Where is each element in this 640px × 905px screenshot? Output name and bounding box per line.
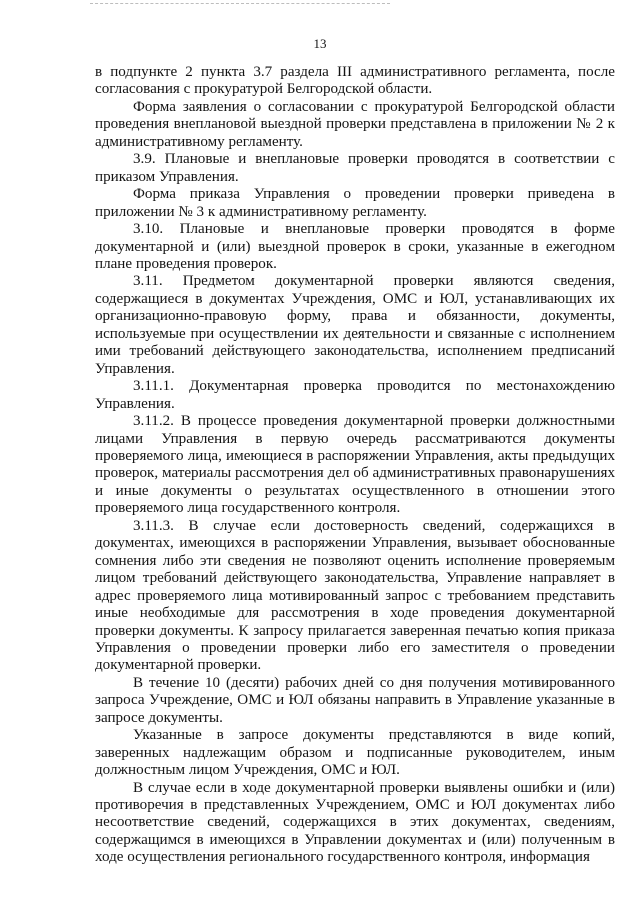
paragraph-certified-copies: Указанные в запросе документы представляются в виде копий, заверенных надлежащим образом и подписанные руководителем, иным должностным лицом Учреждения, ОМС и ЮЛ. (95, 727, 615, 779)
paragraph-3-11-2: 3.11.2. В процессе проведения документарной проверки должностными лицами Управления в первую очередь рассматриваются документы проверяемого лица, имеющиеся в распоряжении Управления, акты предыдущих проверок, материалы рассмотрения дел об административных правонарушениях и иные документы о результатах осуществленного в отношении этого проверяемого лица государственного контроля. (95, 413, 615, 517)
paragraph-3-10: 3.10. Плановые и внеплановые проверки проводятся в форме документарной и (или) выездной проверок в сроки, указанные в ежегодном плане проведения проверок. (95, 221, 615, 272)
paragraph-3-11: 3.11. Предметом документарной проверки являются сведения, содержащиеся в документах Учреждения, ОМС и ЮЛ, устанавливающих их организационно-правовую форму, права и обязанности, документы, используемые при осуществлении их деятельности и связанные с исполнением ими требований действующего законодательства, исполнением предписаний Управления. (95, 273, 615, 377)
document-body (95, 64, 615, 867)
paragraph-3-9: 3.9. Плановые и внеплановые проверки проводятся в соответствии с приказом Управления. (95, 151, 615, 185)
paragraph-application-form: Форма заявления о согласовании с прокуратурой Белгородской области проведения внеплановой выездной проверки представлена в приложении № 2 к административному регламенту. (95, 98, 615, 150)
paragraph-3-11-1: 3.11.1. Документарная проверка проводится по местонахождению Управления. (95, 378, 615, 412)
paragraph-continuation: в подпункте 2 пункта 3.7 раздела III административного регламента, после согласования с прокуратурой Белгородской области. (95, 64, 615, 98)
scan-edge-line (90, 3, 390, 4)
page-number: 13 (313, 36, 327, 51)
paragraph-ten-days: В течение 10 (десяти) рабочих дней со дня получения мотивированного запроса Учреждение, ОМС и ЮЛ обязаны направить в Управление указанные в запросе документы. (95, 674, 615, 726)
paragraph-errors-found: В случае если в ходе документарной проверки выявлены ошибки и (или) противоречия в представленных Учреждением, ОМС и ЮЛ документах либо несоответствие сведений, содержащихся в этих документах, сведениям, содержащимся в имеющихся в Управлении документах и (или) полученным в ходе осуществления регионального государственного контроля, информация (95, 779, 615, 866)
paragraph-order-form: Форма приказа Управления о проведении проверки приведена в приложении № 3 к административному регламенту. (95, 186, 615, 220)
paragraph-3-11-3: 3.11.3. В случае если достоверность сведений, содержащихся в документах, имеющихся в распоряжении Управления, вызывает обоснованные сомнения либо эти сведения не позволяют оценить исполнение проверяемым лицом требований действующего законодательства, Управление направляет в адрес проверяемого лица мотивированный запрос с требованием представить иные необходимые для рассмотрения в ходе проведения документарной проверки документы. К запросу прилагается заверенная печатью копия приказа Управления о проведении проверки либо его заместителя о проведении документарной проверки. (95, 517, 615, 674)
